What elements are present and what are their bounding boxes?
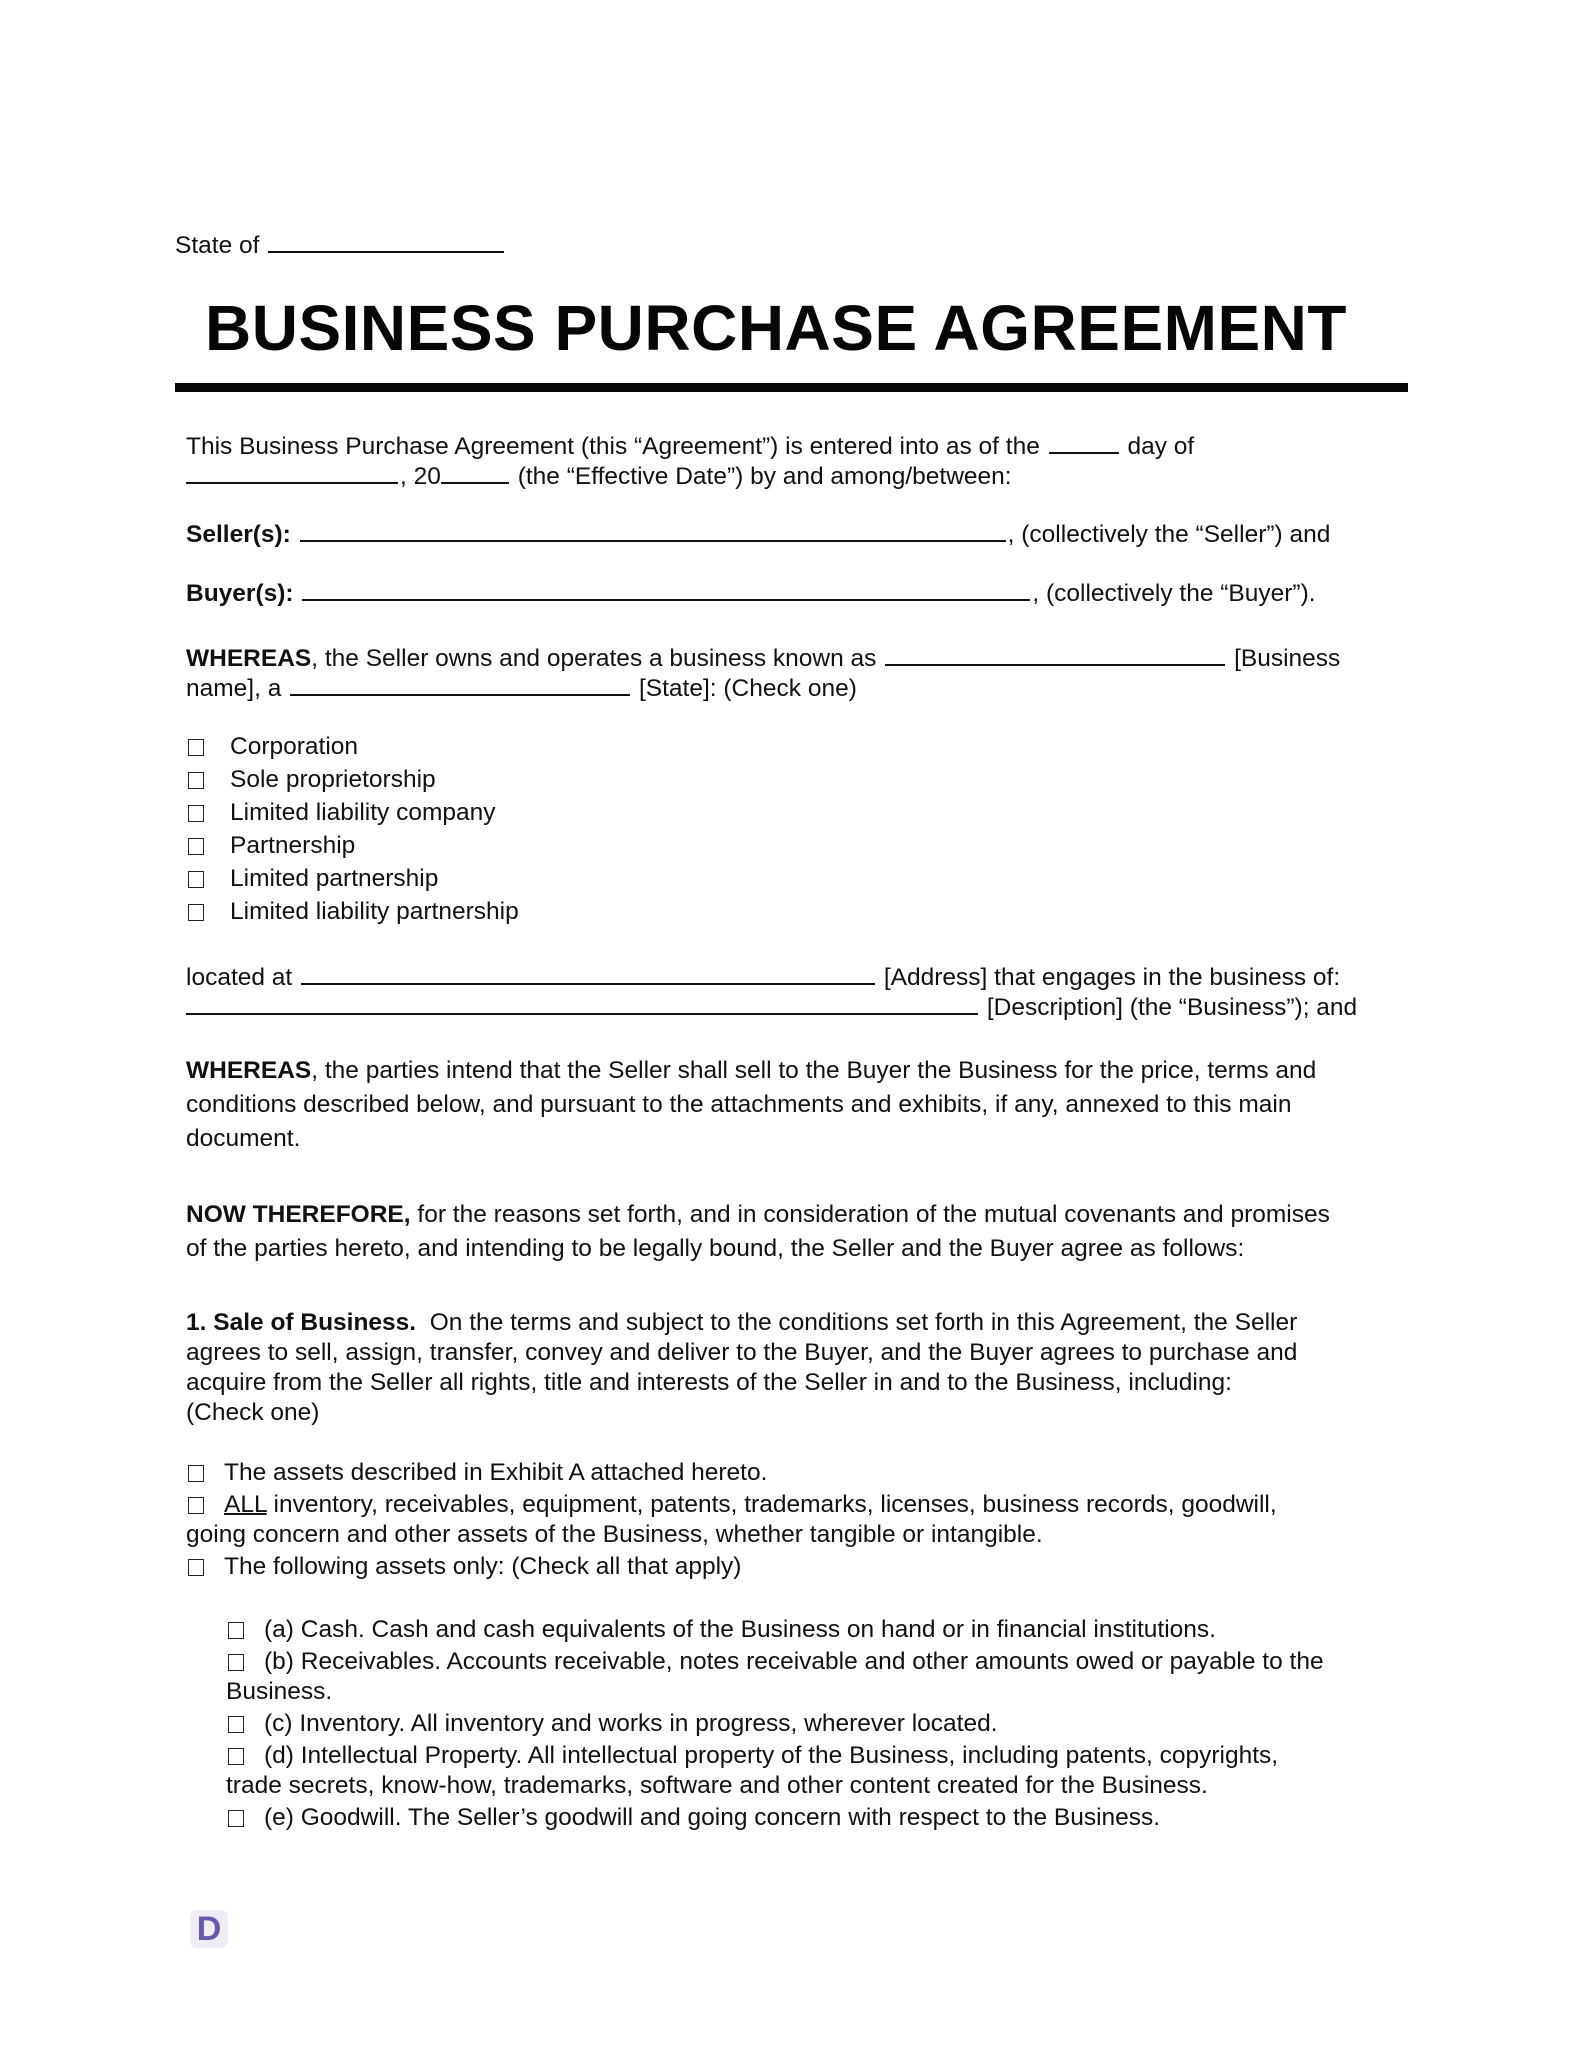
checkbox[interactable] [188,871,204,888]
checkbox[interactable] [228,1622,244,1639]
asset-option-all-line-2: going concern and other assets of the Business, whether tangible or intangible. [186,1521,1043,1548]
now-therefore-line-2: of the parties hereto, and intending to be legally bound, the Seller and the Buyer agree as follows: [186,1235,1245,1262]
state-field[interactable] [290,672,630,696]
entity-option[interactable] [188,732,358,762]
now-therefore-line-1 [186,1200,1330,1230]
year-blank-field[interactable] [441,460,509,484]
location-text: located at [186,964,293,991]
checkbox[interactable] [188,1559,204,1576]
state-of-label: State of [175,232,260,259]
specific-asset-goodwill[interactable] [228,1803,1160,1833]
intro-text: day of [1127,433,1195,460]
whereas1-line-2 [186,672,857,704]
intro-text: , 20 [400,463,441,490]
asset-option-label: The assets described in Exhibit A attached hereto. [224,1459,768,1486]
checkbox[interactable] [228,1654,244,1671]
description-field[interactable] [186,991,978,1015]
all-emphasis: ALL [224,1491,267,1518]
specific-asset-label: (b) Receivables. Accounts receivable, notes receivable and other amounts owed or payable to the [264,1648,1324,1675]
business-name-field[interactable] [885,642,1225,666]
now-therefore-text: for the reasons set forth, and in consideration of the mutual covenants and promises [410,1201,1330,1228]
entity-option[interactable] [188,864,438,894]
brand-logo-icon [190,1910,228,1948]
location-text: [Description] (the “Business”); and [986,994,1358,1021]
seller-suffix: , (collectively the “Seller”) and [1007,521,1331,548]
now-therefore-keyword: NOW THEREFORE, [186,1201,411,1228]
seller-line [186,518,1330,550]
checkbox[interactable] [188,1465,204,1482]
whereas-text: name], a [186,675,282,702]
section1-heading: 1. Sale of Business. [186,1309,417,1336]
buyer-suffix: , (collectively the “Buyer”). [1032,580,1316,607]
checkbox[interactable] [228,1810,244,1827]
buyer-name-field[interactable] [302,577,1030,601]
buyer-line [186,577,1316,609]
address-field[interactable] [301,961,875,985]
intro-line-2 [186,460,1012,492]
whereas2-line-1 [186,1056,1316,1086]
specific-asset-label: (c) Inventory. All inventory and works in progress, wherever located. [264,1710,998,1737]
logo-letter: D [196,1910,222,1948]
whereas2-line-3: document. [186,1125,301,1152]
asset-option-specific[interactable] [188,1552,741,1582]
entity-option-label: Limited partnership [230,865,439,892]
document-title: BUSINESS PURCHASE AGREEMENT [205,292,1347,364]
buyer-label: Buyer(s): [186,580,294,607]
location-line-1 [186,961,1340,993]
state-blank-field[interactable] [268,229,504,253]
checkbox[interactable] [188,772,204,789]
whereas-text: [Business [1234,645,1341,672]
specific-asset-ip[interactable] [228,1741,1278,1771]
specific-asset-inventory[interactable] [228,1709,998,1739]
whereas-text: , the parties intend that the Seller shall sell to the Buyer the Business for the price, terms and [311,1057,1317,1084]
state-of-line [175,229,506,261]
entity-option-label: Corporation [230,733,359,760]
whereas-keyword: WHEREAS [186,1057,312,1084]
specific-asset-receivables-line-2: Business. [226,1678,333,1705]
entity-option[interactable] [188,798,496,828]
location-text: [Address] that engages in the business of: [883,964,1341,991]
section1-line-1 [186,1308,1297,1338]
asset-option-label: The following assets only: (Check all that apply) [224,1553,742,1580]
section1-text: On the terms and subject to the conditions set forth in this Agreement, the Seller [429,1309,1298,1336]
asset-option-exhibit-a[interactable] [188,1458,767,1488]
entity-option[interactable] [188,765,436,795]
entity-option-label: Partnership [230,832,356,859]
month-blank-field[interactable] [186,460,398,484]
location-line-2 [186,991,1357,1023]
entity-option-label: Sole proprietorship [230,766,436,793]
entity-option-label: Limited liability partnership [230,898,519,925]
checkbox[interactable] [188,739,204,756]
checkbox[interactable] [188,838,204,855]
whereas-keyword: WHEREAS [186,645,312,672]
checkbox[interactable] [188,1497,204,1514]
whereas-text: [State]: (Check one) [638,675,857,702]
section1-line-4: (Check one) [186,1399,320,1426]
specific-asset-cash[interactable] [228,1615,1216,1645]
checkbox[interactable] [188,904,204,921]
intro-text: This Business Purchase Agreement (this “Agreement”) is entered into as of the [186,433,1040,460]
asset-option-label: inventory, receivables, equipment, patents, trademarks, licenses, business records, goodwill, [266,1491,1277,1518]
specific-asset-label: (a) Cash. Cash and cash equivalents of the Business on hand or in financial institutions. [264,1616,1216,1643]
entity-option-label: Limited liability company [230,799,496,826]
checkbox[interactable] [228,1748,244,1765]
specific-asset-receivables[interactable] [228,1647,1324,1677]
whereas1-line-1 [186,642,1340,674]
checkbox[interactable] [228,1716,244,1733]
specific-asset-ip-line-2: trade secrets, know-how, trademarks, software and other content created for the Business. [226,1772,1208,1799]
specific-asset-label: (e) Goodwill. The Seller’s goodwill and going concern with respect to the Business. [264,1804,1161,1831]
checkbox[interactable] [188,805,204,822]
seller-name-field[interactable] [300,518,1006,542]
intro-line-1 [186,430,1194,462]
section1-line-2: agrees to sell, assign, transfer, convey and deliver to the Buyer, and the Buyer agrees to purchase and [186,1339,1298,1366]
seller-label: Seller(s): [186,521,291,548]
entity-option[interactable] [188,831,355,861]
entity-option[interactable] [188,897,519,927]
title-rule-divider [175,383,1408,392]
asset-option-all[interactable] [188,1490,1277,1520]
day-blank-field[interactable] [1049,430,1119,454]
specific-asset-label: (d) Intellectual Property. All intellectual property of the Business, including patents, copyrights, [264,1742,1279,1769]
whereas2-line-2: conditions described below, and pursuant to the attachments and exhibits, if any, annexed to this main [186,1091,1292,1118]
whereas-text: , the Seller owns and operates a business known as [311,645,877,672]
intro-text: (the “Effective Date”) by and among/between: [517,463,1012,490]
section1-line-3: acquire from the Seller all rights, title and interests of the Seller in and to the Business, including: [186,1369,1232,1396]
